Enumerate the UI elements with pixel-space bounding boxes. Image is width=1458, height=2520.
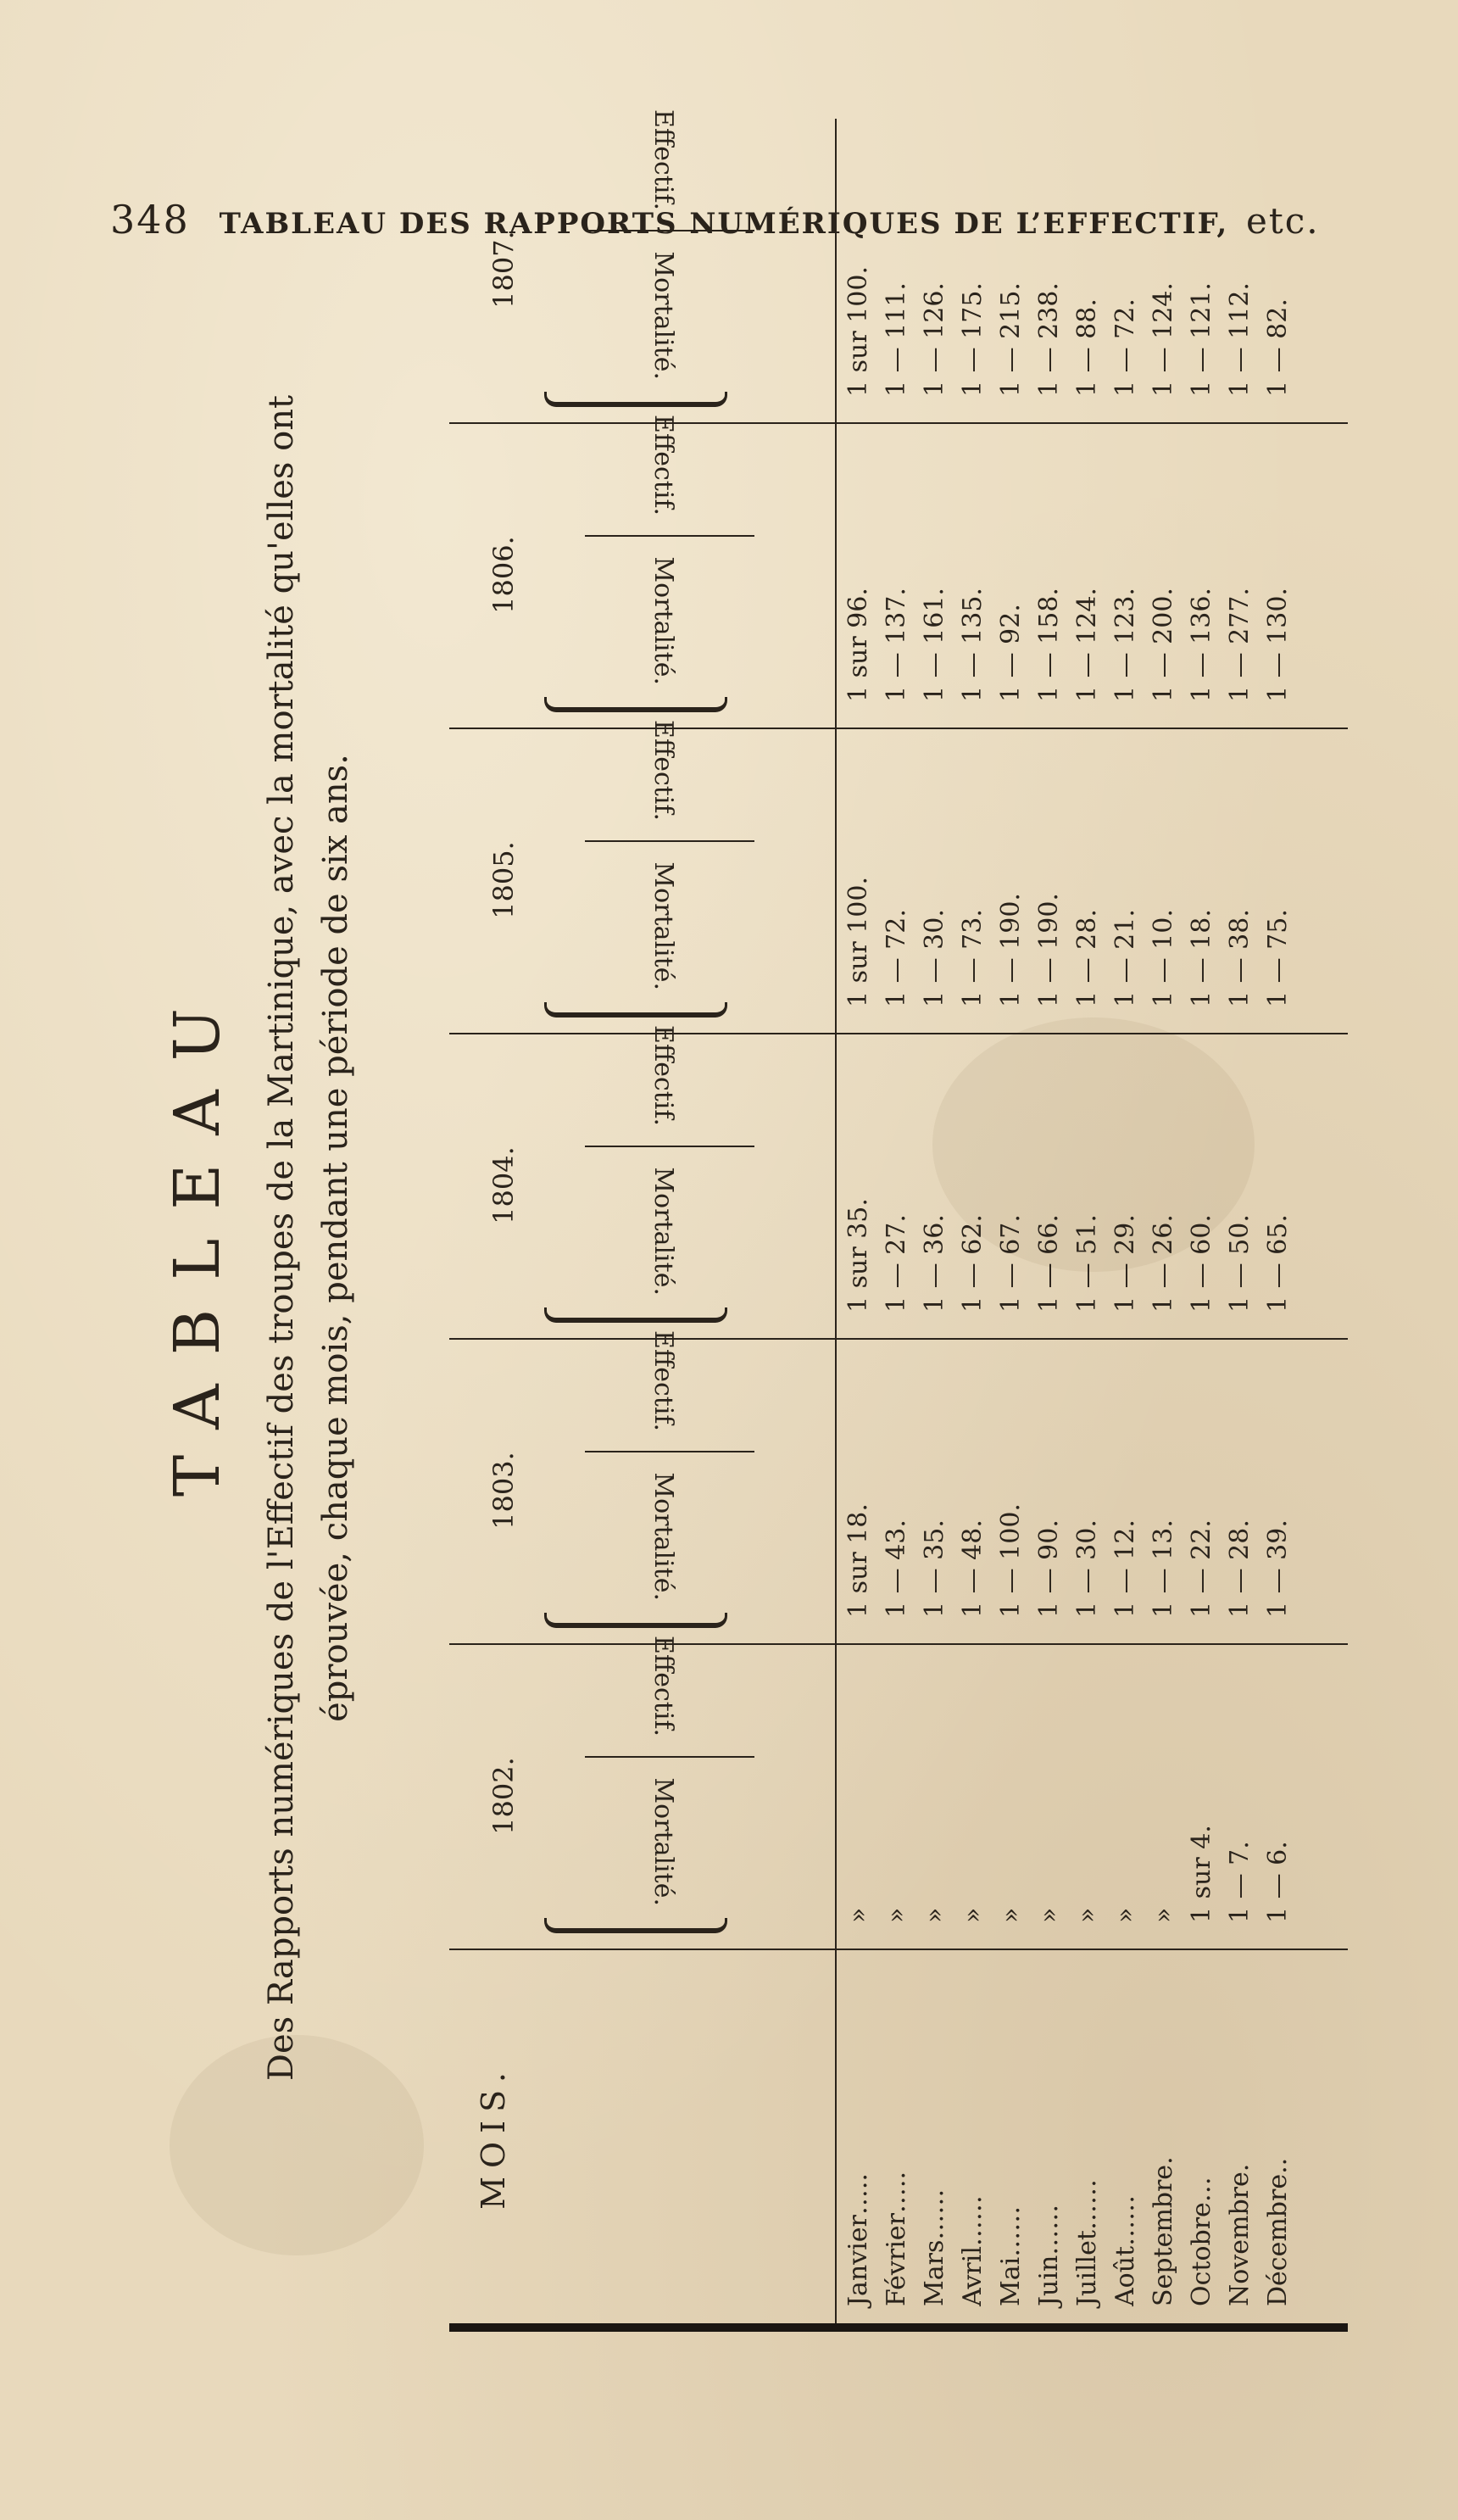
year-column bbox=[449, 109, 1348, 424]
ratio-cell: 1 — 238. bbox=[1034, 282, 1064, 397]
mortalite-subheader: Mortalité. bbox=[648, 251, 678, 380]
month-label: Juillet…… bbox=[1072, 2179, 1102, 2306]
brace-icon bbox=[544, 1613, 727, 1628]
ratio-cell: 1 — 13. bbox=[1149, 1519, 1178, 1618]
ratio-cell: 1 — 66. bbox=[1034, 1214, 1064, 1313]
ratio-cell: 1 — 39. bbox=[1263, 1519, 1293, 1618]
ratio-cell: 1 — 200. bbox=[1149, 588, 1178, 702]
ratio-cell: » bbox=[1149, 1907, 1178, 1923]
ratio-cell: 1 — 65. bbox=[1263, 1214, 1293, 1313]
ratio-cell: 1 — 18. bbox=[1187, 909, 1216, 1007]
month-label: Novembre. bbox=[1225, 2163, 1255, 2306]
ratio-cell: 1 — 62. bbox=[958, 1214, 988, 1313]
year-column bbox=[449, 1025, 1348, 1340]
ratio-cell: » bbox=[1110, 1907, 1140, 1923]
ratio-cell: 1 — 124. bbox=[1149, 282, 1178, 397]
effectif-subheader: Effectif. bbox=[648, 415, 678, 516]
year-column bbox=[449, 415, 1348, 729]
running-title: TABLEAU DES RAPPORTS NUMÉRIQUES DE L’EFFECTIF, bbox=[219, 207, 1229, 241]
year-label: 1804. bbox=[487, 1146, 520, 1224]
ratio-cell: 1 — 190. bbox=[996, 893, 1026, 1007]
subheader-divider bbox=[585, 1451, 754, 1452]
ratio-cell: » bbox=[882, 1907, 911, 1923]
ratio-cell: 1 — 161. bbox=[920, 588, 949, 702]
ratio-cell: 1 — 92. bbox=[996, 604, 1026, 702]
year-label: 1806. bbox=[487, 536, 520, 614]
ratio-cell: 1 — 60. bbox=[1187, 1214, 1216, 1313]
ratio-cell: 1 — 136. bbox=[1187, 588, 1216, 702]
ratio-cell: 1 — 7. bbox=[1225, 1841, 1255, 1923]
ratio-cell: 1 — 22. bbox=[1187, 1519, 1216, 1618]
ratio-cell: 1 — 73. bbox=[958, 909, 988, 1007]
month-label: Mai…… bbox=[996, 2205, 1026, 2306]
ratio-cell: 1 — 30. bbox=[1072, 1519, 1102, 1618]
brace-icon bbox=[544, 392, 727, 407]
ratio-list bbox=[839, 1503, 1297, 1618]
ratio-cell: 1 — 72. bbox=[882, 909, 911, 1007]
month-label: Février….. bbox=[882, 2172, 911, 2306]
ratio-cell: 1 — 126. bbox=[920, 282, 949, 397]
ratio-list bbox=[839, 1198, 1297, 1313]
ratio-cell: 1 — 88. bbox=[1072, 298, 1102, 397]
subheader-divider bbox=[585, 840, 754, 842]
month-label: Décembre.. bbox=[1263, 2157, 1293, 2306]
ratio-cell: 1 — 72. bbox=[1110, 298, 1140, 397]
ratio-cell: 1 — 26. bbox=[1149, 1214, 1178, 1313]
ratio-cell: » bbox=[920, 1907, 949, 1923]
ratio-cell: 1 — 29. bbox=[1110, 1214, 1140, 1313]
ratio-list bbox=[839, 877, 1297, 1007]
ratio-cell: 1 — 38. bbox=[1225, 909, 1255, 1007]
ratio-cell: 1 — 158. bbox=[1034, 588, 1064, 702]
brace-icon bbox=[544, 1918, 727, 1933]
ratio-cell: 1 — 6. bbox=[1263, 1841, 1293, 1923]
mortalite-subheader: Mortalité. bbox=[648, 1472, 678, 1601]
subheader-divider bbox=[585, 535, 754, 537]
ratio-cell: 1 — 36. bbox=[920, 1214, 949, 1313]
ratio-cell: 1 sur 18. bbox=[843, 1503, 873, 1618]
ratio-cell: 1 — 35. bbox=[920, 1519, 949, 1618]
ratio-list bbox=[839, 1825, 1297, 1923]
brace-icon bbox=[544, 1002, 727, 1017]
ratio-cell: 1 — 100. bbox=[996, 1503, 1026, 1618]
ratio-list bbox=[839, 588, 1297, 702]
ratio-cell: 1 — 28. bbox=[1225, 1519, 1255, 1618]
ratio-cell: 1 — 90. bbox=[1034, 1519, 1064, 1618]
subheader-divider bbox=[585, 230, 754, 231]
mortalite-subheader: Mortalité. bbox=[648, 1167, 678, 1296]
effectif-subheader: Effectif. bbox=[648, 109, 678, 210]
mois-header: MOIS. bbox=[475, 2064, 512, 2210]
ratio-cell: » bbox=[843, 1907, 873, 1923]
subtitle-line-1: Des Rapports numériques de l'Effectif des troupes de la Martinique, avec la mortalité qu'elles ont bbox=[262, 394, 301, 2082]
ratio-cell: 1 — 51. bbox=[1072, 1214, 1102, 1313]
ratio-cell: 1 sur 100. bbox=[843, 876, 873, 1007]
year-label: 1807. bbox=[487, 231, 520, 309]
ratio-cell: 1 — 135. bbox=[958, 588, 988, 702]
ratio-cell: » bbox=[1072, 1907, 1102, 1923]
ratio-cell: 1 — 82. bbox=[1263, 298, 1293, 397]
ratio-cell: » bbox=[1034, 1907, 1064, 1923]
month-label: Septembre. bbox=[1149, 2156, 1178, 2306]
mortalite-subheader: Mortalité. bbox=[648, 861, 678, 990]
month-label: Janvier….. bbox=[843, 2173, 873, 2306]
ratio-cell: 1 — 137. bbox=[882, 588, 911, 702]
ratio-list bbox=[839, 266, 1297, 397]
month-list bbox=[839, 2156, 1297, 2306]
ratio-cell: 1 — 175. bbox=[958, 282, 988, 397]
mortality-table bbox=[449, 109, 1348, 2332]
ratio-cell: 1 — 130. bbox=[1263, 588, 1293, 702]
ratio-cell: 1 — 28. bbox=[1072, 909, 1102, 1007]
ratio-cell: 1 — 112. bbox=[1225, 282, 1255, 397]
year-label: 1805. bbox=[487, 841, 520, 919]
ratio-cell: 1 sur 35. bbox=[843, 1198, 873, 1313]
month-label: Avril…… bbox=[958, 2195, 988, 2306]
subtitle-line-2: éprouvée, chaque mois, pendant une période de six ans. bbox=[316, 754, 355, 1722]
effectif-subheader: Effectif. bbox=[648, 1330, 678, 1431]
ratio-cell: » bbox=[958, 1907, 988, 1923]
ratio-cell: 1 sur 4. bbox=[1187, 1825, 1216, 1923]
month-label: Octobre… bbox=[1187, 2177, 1216, 2306]
page-number: 348 bbox=[110, 197, 190, 243]
rotated-table-block bbox=[136, 109, 1356, 2349]
ratio-cell: 1 — 277. bbox=[1225, 588, 1255, 702]
ratio-cell: 1 — 50. bbox=[1225, 1214, 1255, 1313]
effectif-subheader: Effectif. bbox=[648, 1636, 678, 1737]
ratio-cell: 1 — 21. bbox=[1110, 909, 1140, 1007]
effectif-subheader: Effectif. bbox=[648, 720, 678, 821]
mortalite-subheader: Mortalité. bbox=[648, 1777, 678, 1906]
ratio-cell: 1 — 75. bbox=[1263, 909, 1293, 1007]
running-title-etc: etc. bbox=[1245, 200, 1320, 242]
year-label: 1802. bbox=[487, 1757, 520, 1835]
subheader-divider bbox=[585, 1146, 754, 1147]
subheader-divider bbox=[585, 1756, 754, 1758]
ratio-cell: 1 — 12. bbox=[1110, 1519, 1140, 1618]
table-subtitle bbox=[254, 127, 363, 2349]
ratio-cell: 1 — 121. bbox=[1187, 282, 1216, 397]
ratio-cell: 1 — 10. bbox=[1149, 909, 1178, 1007]
months-column bbox=[449, 1950, 1348, 2323]
year-column bbox=[449, 720, 1348, 1034]
effectif-subheader: Effectif. bbox=[648, 1025, 678, 1126]
ratio-cell: 1 — 67. bbox=[996, 1214, 1026, 1313]
month-label: Mars…… bbox=[920, 2188, 949, 2306]
ratio-cell: » bbox=[996, 1907, 1026, 1923]
ratio-cell: 1 — 48. bbox=[958, 1519, 988, 1618]
brace-icon bbox=[544, 697, 727, 712]
year-label: 1803. bbox=[487, 1452, 520, 1530]
ratio-cell: 1 sur 100. bbox=[843, 265, 873, 397]
table-title: TABLEAU bbox=[161, 978, 234, 1497]
ratio-cell: 1 — 111. bbox=[882, 282, 911, 397]
ratio-cell: 1 — 190. bbox=[1034, 893, 1064, 1007]
month-label: Août…… bbox=[1110, 2194, 1140, 2306]
ratio-cell: 1 — 43. bbox=[882, 1519, 911, 1618]
year-column bbox=[449, 1330, 1348, 1645]
ratio-cell: 1 sur 96. bbox=[843, 588, 873, 702]
brace-icon bbox=[544, 1307, 727, 1323]
ratio-cell: 1 — 215. bbox=[996, 282, 1026, 397]
mortalite-subheader: Mortalité. bbox=[648, 556, 678, 685]
ratio-cell: 1 — 30. bbox=[920, 909, 949, 1007]
year-column bbox=[449, 1636, 1348, 1950]
ratio-cell: 1 — 27. bbox=[882, 1214, 911, 1313]
ratio-cell: 1 — 124. bbox=[1072, 588, 1102, 702]
ratio-cell: 1 — 123. bbox=[1110, 588, 1140, 702]
month-label: Juin…… bbox=[1034, 2204, 1064, 2306]
